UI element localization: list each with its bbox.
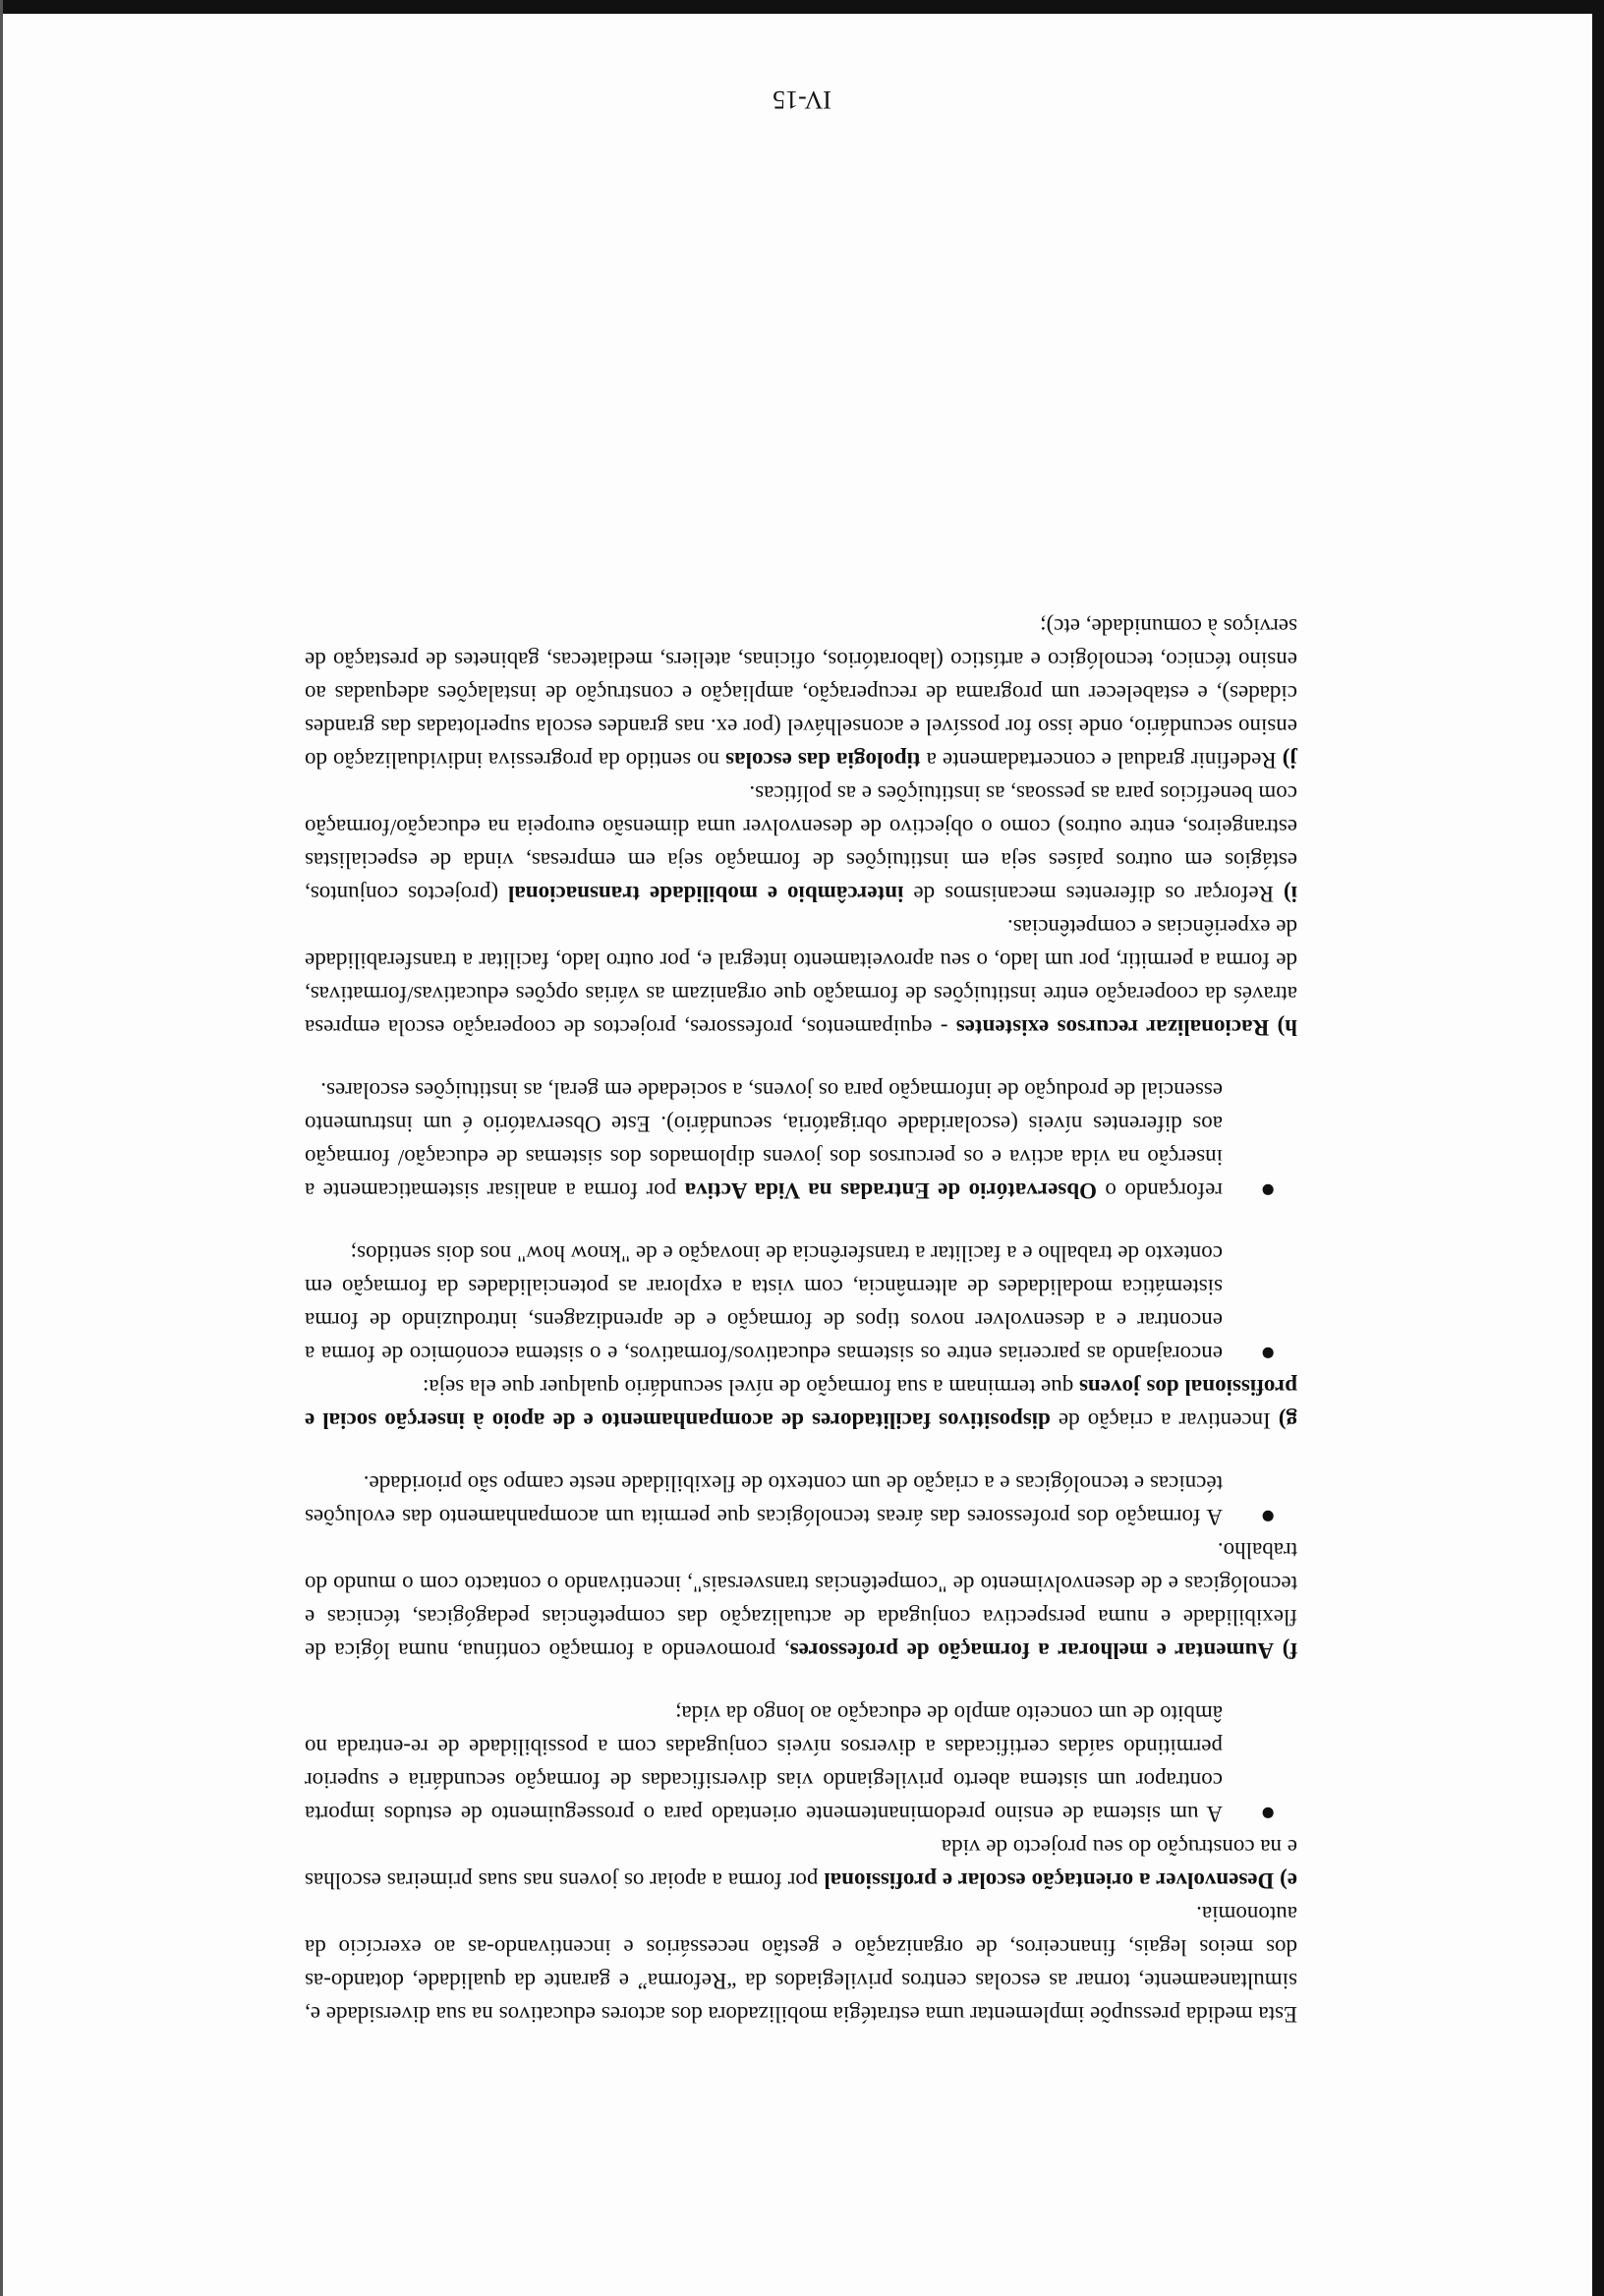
item-e-bullet-text: A um sistema de ensino predominantemente orientado para o prosseguimento de estudos importa contrapor um sistema aberto privilegiando vias diversificadas de formação secundária e superior permitindo saídas certificadas a diversos níveis conjugadas com a possibilidade de re-entrada no âmbito de um conceito amplo de educação ao longo da vida; bbox=[305, 1701, 1223, 1826]
item-j-heading: tipologia das escolas bbox=[725, 748, 921, 773]
bullet-icon: ● bbox=[1260, 1503, 1276, 1531]
item-j-pre: Redefinir gradual e concertadamente a bbox=[920, 748, 1277, 773]
item-j-label: j) bbox=[1282, 748, 1297, 773]
bullet-icon: ● bbox=[1260, 1800, 1276, 1828]
item-h-text: - equipamentos, professores, projectos de cooperação escola empresa através da cooperação entre instituições de formação que organizam as várias opções educativas/formativas, de forma a permitir, por um lado, o seu aproveitamento integral e, por outro lado, facilitar a transferabilidade de experiências e competências. bbox=[304, 915, 1297, 1040]
bullet-icon: ● bbox=[1260, 1340, 1276, 1368]
item-h-heading: Racionalizar recursos existentes bbox=[955, 1015, 1270, 1040]
item-h-label: h) bbox=[1277, 1015, 1297, 1040]
item-h bbox=[305, 910, 1297, 1044]
item-g-bullet-1-text: encorajando as parcerias entre os sistemas educativos/formativos, e o sistema económico de forma a encontrar e a desenvolver novos tipos de formação e de aprendizagens, introduzindo de forma sistemática modalidades de alternância, com vista a explorar as potencialidades da formação em contexto de trabalho e a facilitar a transferência de inovação e de "know how" nos dois sentidos; bbox=[305, 1241, 1223, 1366]
item-i bbox=[305, 776, 1297, 910]
item-f-bullet-text: A formação dos professores das áreas tecnológicas que permita um acompanhamento das evoluções técnicas e tecnológicas e a criação de um contexto de flexibilidade neste campo são prioridade. bbox=[305, 1471, 1223, 1529]
item-f-heading: Aumentar e melhorar a formação de professores bbox=[789, 1638, 1274, 1663]
document-body bbox=[305, 609, 1297, 2031]
item-e-heading: Desenvolver a orientação escolar e profissional bbox=[824, 1868, 1275, 1893]
item-e-label: e) bbox=[1280, 1868, 1297, 1893]
item-j bbox=[305, 609, 1297, 776]
item-g-bullet-2-text: por forma a analisar sistematicamente a inserção na vida activa e os percursos dos jovens diplomados dos sistemas de educação/ formação aos diferentes níveis (escolaridade obrigatória, secundário). Este Observatório é um instrumento essencial de produção de informação para os jovens, a sociedade em geral, as instituições escolares. bbox=[305, 1078, 1223, 1203]
item-f-label: f) bbox=[1282, 1638, 1297, 1663]
item-f-bullet bbox=[305, 1466, 1297, 1533]
item-e bbox=[305, 1830, 1297, 1897]
item-g bbox=[305, 1370, 1297, 1437]
item-g-bullet-2 bbox=[305, 1073, 1297, 1207]
item-g-label: g) bbox=[1278, 1408, 1297, 1433]
item-i-heading: intercâmbio e mobilidade transnacional bbox=[507, 882, 904, 906]
item-g-pre: Incentivar a criação de bbox=[1050, 1408, 1271, 1433]
item-e-bullet bbox=[305, 1696, 1297, 1830]
intro-paragraph: Esta medida pressupõe implementar uma estratégia mobilizadora dos actores educativos na sua diversidade e, simultaneamente, tornar as escolas centros privilegiados da “Reforma” e garante da qualidade, dotando-as dos meios legais, financeiros, de organização e gestão necessários e incentivando-as ao exercício da autonomia. bbox=[305, 1902, 1297, 2027]
item-i-pre: Reforçar os diferentes mecanismos de bbox=[903, 882, 1275, 906]
item-f bbox=[305, 1533, 1297, 1667]
item-i-label: i) bbox=[1283, 882, 1297, 906]
item-g-bullet-1 bbox=[305, 1236, 1297, 1370]
item-f-text: , promovendo a formação contínua, numa lógica de flexibilidade e numa perspectiva conjugada de actualização das competências pedagógicas, técnicas e tecnológicas e de desenvolvimento de "competências transversais", incentivando o contacto com o mundo do trabalho. bbox=[305, 1538, 1297, 1663]
item-j-text: no sentido da progressiva individualização do ensino secundário, onde isso for possível e aconselhável (por ex. nas grandes escola superlotadas das grandes cidades), e estabelecer um programa de recuperação, ampliação e construção de instalações adequadas ao ensino técnico, tecnológico e artístico (laboratórios, oficinas, ateliers, mediatecas, gabinetes de prestação de serviços à comunidade, etc); bbox=[304, 614, 1297, 773]
page-number: IV-15 bbox=[773, 86, 831, 114]
item-i-text: (projectos conjuntos, estágios em outros países seja em instituições de formação seja em empresas, vinda de especialistas estrangeiros, entre outros) como o objectivo de desenvolver uma dimensão europeia na educação/formação com benefícios para as pessoas, as instituições e as políticas. bbox=[304, 781, 1297, 906]
item-g-heading: dispositivos facilitadores de acompanhamento e de apoio à inserção social e profissional dos jovens bbox=[304, 1375, 1297, 1433]
item-e-text: por forma a apoiar os jovens nas suas primeiras escolhas e na construção do seu projecto de vida bbox=[304, 1835, 1297, 1893]
item-g-bullet-2-bold: Observatório de Entradas na Vida Activa bbox=[684, 1178, 1097, 1203]
bullet-icon: ● bbox=[1260, 1177, 1276, 1205]
item-g-bullet-2-pre: reforçando o bbox=[1096, 1178, 1223, 1203]
item-g-text: que terminam a sua formação de nível secundário qualquer que ela seja: bbox=[423, 1375, 1080, 1400]
